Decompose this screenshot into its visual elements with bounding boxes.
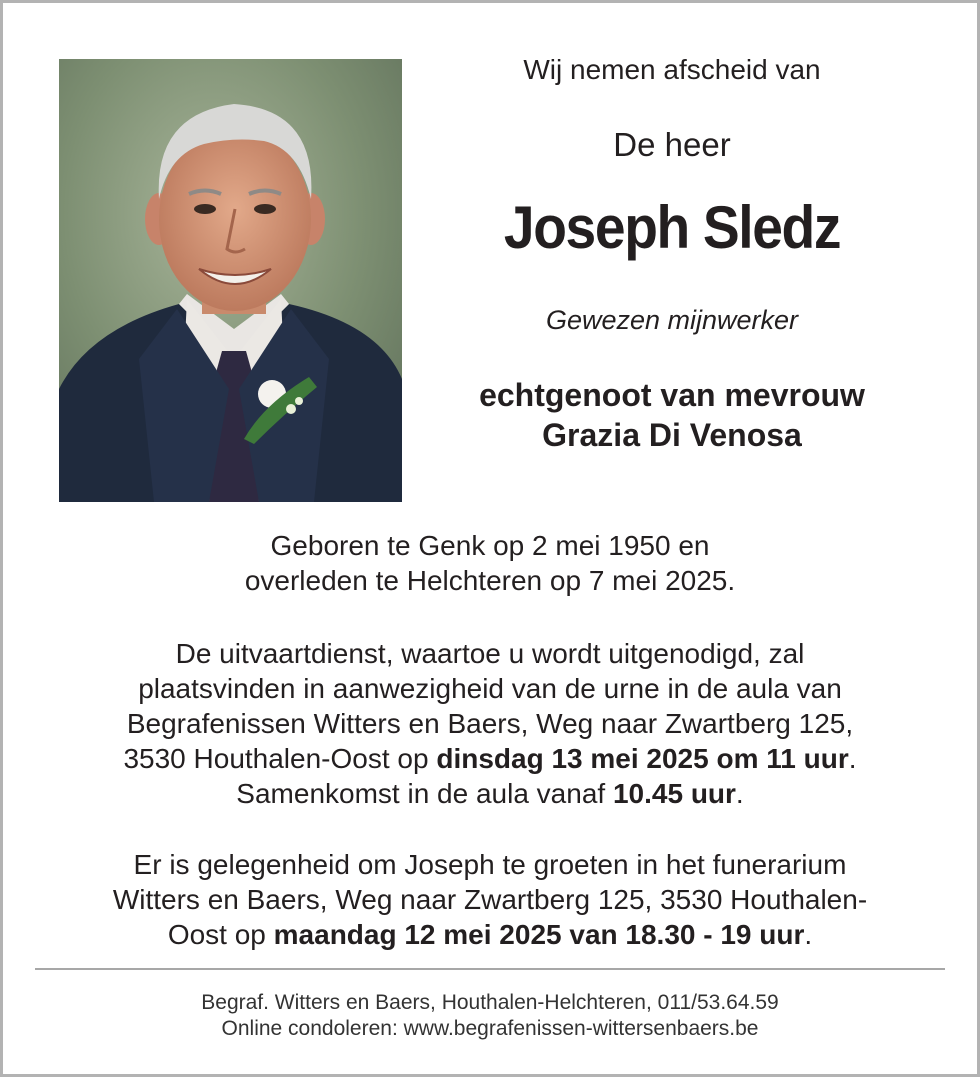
footer [20, 990, 960, 1042]
footer-divider [35, 968, 945, 970]
visitation-date: maandag 12 mei 2025 van 18.30 - 19 uur [273, 919, 805, 950]
service-line-5-post: . [735, 778, 744, 809]
intro-text: Wij nemen afscheid van [523, 54, 821, 85]
service-line-4-post: . [848, 743, 857, 774]
footer-line-2: Online condoleren: www.begrafenissen-wittersenbaers.be [221, 1017, 759, 1040]
portrait-illustration [59, 59, 402, 502]
birth-death-block [20, 528, 960, 598]
visitation-block [20, 847, 960, 952]
service-line-4-pre: 3530 Houthalen-Oost op [123, 743, 437, 774]
portrait-photo [59, 59, 402, 502]
footer-line-1: Begraf. Witters en Baers, Houthalen-Helchteren, 011/53.64.59 [201, 991, 779, 1014]
born-line-2: overleden te Helchteren op 7 mei 2025. [244, 565, 736, 596]
service-date: dinsdag 13 mei 2025 om 11 uur [436, 743, 849, 774]
service-line-4 [20, 741, 960, 776]
spouse-block [422, 375, 922, 455]
visit-line-1: Er is gelegenheid om Joseph te groeten in het funerarium [133, 849, 847, 880]
service-block [20, 636, 960, 811]
service-line-1: De uitvaartdienst, waartoe u wordt uitgenodigd, zal [175, 638, 805, 669]
gathering-time: 10.45 uur [612, 778, 736, 809]
service-line-2: plaatsvinden in aanwezigheid van de urne in de aula van [138, 673, 842, 704]
visit-line-2: Witters en Baers, Weg naar Zwartberg 125, 3530 Houthalen- [112, 884, 868, 915]
spouse-line-2: Grazia Di Venosa [542, 417, 802, 453]
deceased-name: Joseph Sledz [503, 194, 841, 261]
visit-line-3 [20, 917, 960, 952]
born-line-1: Geboren te Genk op 2 mei 1950 en [270, 530, 710, 561]
visit-line-3-post: . [804, 919, 813, 950]
honorific: De heer [613, 126, 731, 163]
service-line-5 [20, 776, 960, 811]
spouse-line-1: echtgenoot van mevrouw [479, 377, 865, 413]
occupation: Gewezen mijnwerker [545, 305, 799, 335]
service-line-5-pre: Samenkomst in de aula vanaf [236, 778, 613, 809]
visit-line-3-pre: Oost op [167, 919, 274, 950]
service-line-3: Begrafenissen Witters en Baers, Weg naar Zwartberg 125, [126, 708, 854, 739]
